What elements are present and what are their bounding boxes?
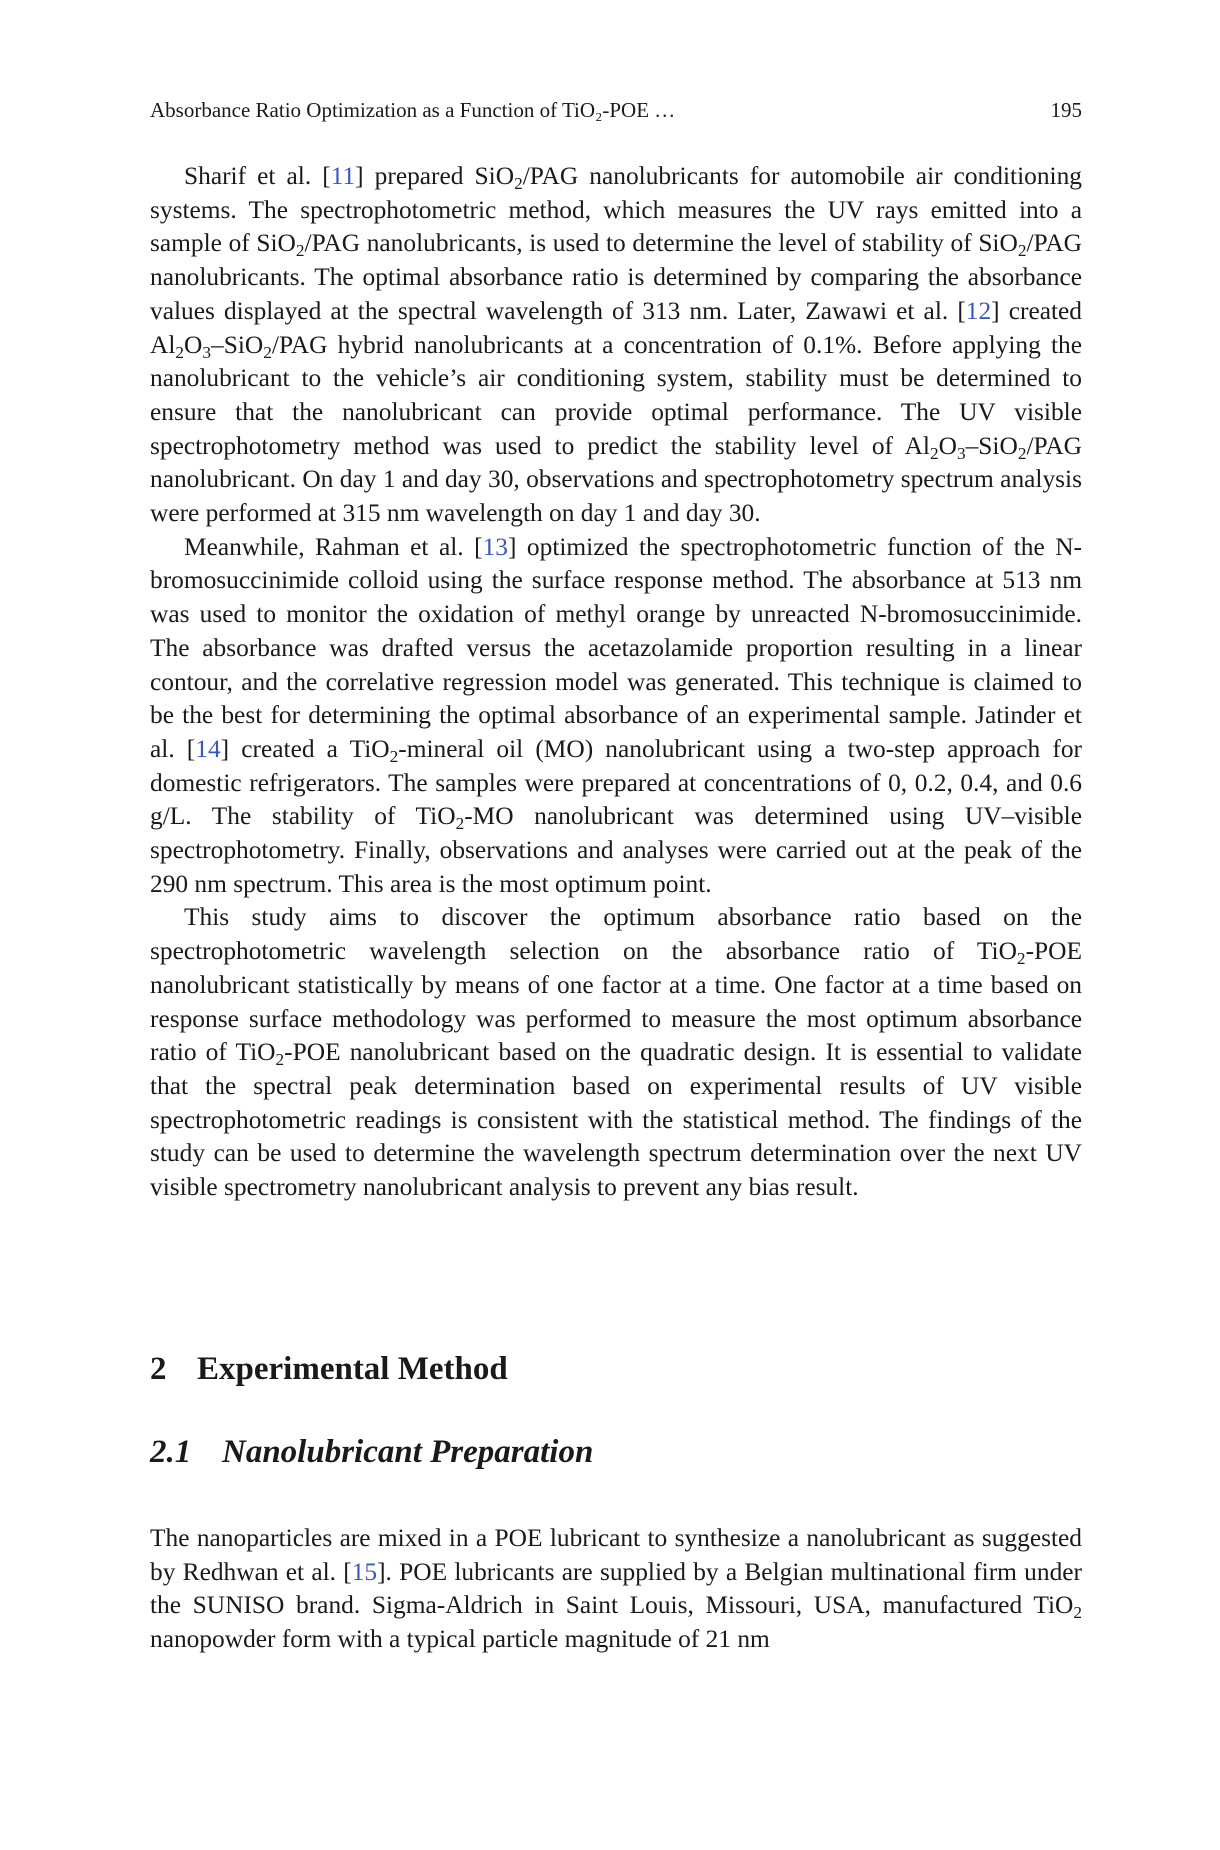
section-heading: [150, 1351, 508, 1388]
paragraph: The nanoparticles are mixed in a POE lubricant to synthesize a nanolubricant as suggested by Redhwan et al. [15]. POE lubricants are supplied by a Belgian multinational firm under the SUNISO brand. Sigma-Aldrich in Saint Louis, Missouri, USA, manufactured TiO$_2$ nanopowder form with a typical particle magnitude of 21 nm: [150, 1524, 1082, 1654]
page-number: 195: [1050, 98, 1082, 122]
citation-link[interactable]: 14: [195, 734, 221, 763]
running-header: [150, 98, 1082, 128]
citation-link[interactable]: 15: [351, 1557, 378, 1586]
paragraph: This study aims to discover the optimum absorbance ratio based on the spectrophotometric wavelength selection on the absorbance ratio of TiO$_2$-POE nanolubricant statistically by means of one factor at a time. One factor at a time based on response surface methodology was performed to measure the most optimum absorbance ratio of TiO$_2$-POE nanolubricant based on the quadratic design. It is essential to validate that the spectral peak determination based on experimental results of UV visible spectrophotometric readings is consistent with the statistical method. The findings of the study can be used to determine the wavelength spectrum determination over the next UV visible spectrometry nanolubricant analysis to prevent any bias result.: [150, 903, 1082, 1202]
section-title: Experimental Method: [197, 1351, 508, 1387]
body-text-section-2: [150, 1522, 1082, 1657]
paragraph: Sharif et al. [11] prepared SiO$_2$/PAG nanolubricants for automobile air conditioning systems. The spectrophotometric method, which measures the UV rays emitted into a sample of SiO$_2$/PAG nanolubricants, is used to determine the level of stability of SiO$_2$/PAG nanolubricants. The optimal absorbance ratio is determined by comparing the absorbance values displayed at the spectral wavelength of 313 nm. Later, Zawawi et al. [12] created $Al_2O_3-SiO_2$/PAG hybrid nanolubricants at a concentration of 0.1%. Before applying the nanolubricant to the vehicle’s air conditioning system, stability must be determined to ensure that the nanolubricant can provide optimal performance. The UV visible spectrophotometry method was used to predict the stability level of $Al_2O_3-SiO_2$/PAG nanolubricant. On day 1 and day 30, observations and spectrophotometry spectrum analysis were performed at 315 nm wavelength on day 1 and day 30.: [150, 162, 1082, 528]
running-title: Absorbance Ratio Optimization as a Function of TiO₂-POE …: [150, 98, 676, 122]
body-text: [150, 160, 1082, 1205]
section-number: 2: [150, 1351, 167, 1387]
citation-link[interactable]: 13: [482, 532, 508, 561]
paragraph: Meanwhile, Rahman et al. [13] optimized the spectrophotometric function of the N-bromosuccinimide colloid using the surface response method. The absorbance at 513 nm was used to monitor the oxidation of methyl orange by unreacted N-bromosuccinimide. The absorbance was drafted versus the acetazolamide proportion resulting in a linear contour, and the correlative regression model was generated. This technique is claimed to be the best for determining the optimal absorbance of an experimental sample. Jatinder et al. [14] created a TiO$_2$-mineral oil (MO) nanolubricant using a two-step approach for domestic refrigerators. The samples were prepared at concentrations of 0, 0.2, 0.4, and 0.6 g/L. The stability of TiO$_2$-MO nanolubricant was determined using UV–visible spectrophotometry. Finally, observations and analyses were carried out at the peak of the 290 nm spectrum. This area is the most optimum point.: [150, 532, 1082, 898]
citation-link[interactable]: 12: [965, 296, 992, 325]
citation-link[interactable]: 11: [330, 162, 356, 190]
subsection-heading: [150, 1434, 593, 1471]
subsection-title: Nanolubricant Preparation: [222, 1434, 594, 1470]
subsection-number: 2.1: [150, 1434, 192, 1470]
